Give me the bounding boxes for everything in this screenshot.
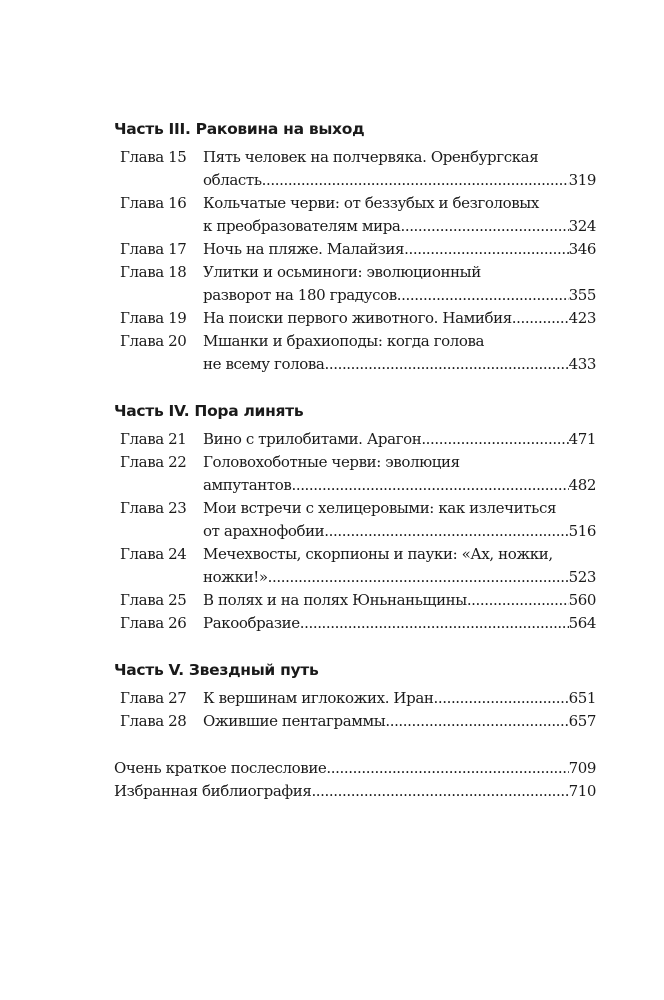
chapter-label: Глава 24 — [120, 545, 187, 563]
chapter-body — [203, 451, 596, 497]
chapter-entry — [114, 710, 596, 733]
dot-leader — [300, 612, 569, 635]
toc-part-section — [114, 400, 596, 635]
chapter-title-last-line — [203, 474, 596, 497]
entry-title: Избранная библиография — [114, 782, 312, 800]
page-number: 516 — [568, 522, 596, 540]
chapter-title-text: Ракообразие — [203, 614, 300, 632]
chapter-title-text: К вершинам иглокожих. Иран — [203, 689, 434, 707]
dot-leader — [291, 474, 568, 497]
chapter-entry — [114, 146, 596, 192]
chapter-body — [203, 710, 596, 733]
chapter-entry — [114, 330, 596, 376]
page-number: 482 — [568, 476, 596, 494]
page-number: 471 — [568, 430, 596, 448]
chapter-title-text: к преобразователям мира — [203, 217, 401, 235]
chapter-title-last-line — [203, 589, 596, 612]
dot-leader — [421, 428, 568, 451]
chapter-title-text: от арахнофобии — [203, 522, 325, 540]
page-number: 355 — [568, 286, 596, 304]
dot-leader — [397, 284, 569, 307]
chapter-title-last-line — [203, 428, 596, 451]
chapter-title-line: Мои встречи с хелицеровыми: как излечиться — [203, 499, 557, 517]
chapter-label: Глава 17 — [120, 240, 187, 258]
dot-leader — [433, 687, 568, 710]
chapter-entry — [114, 589, 596, 612]
chapter-label: Глава 19 — [120, 309, 187, 327]
part-heading: Часть III. Раковина на выход — [114, 120, 365, 138]
dot-leader — [324, 353, 568, 376]
table-of-contents — [114, 118, 596, 803]
chapter-entry — [114, 428, 596, 451]
page-number: 346 — [568, 240, 596, 258]
chapter-title-text: В полях и на полях Юньнаньщины — [203, 591, 467, 609]
chapter-label: Глава 23 — [120, 499, 187, 517]
chapter-title-last-line — [203, 687, 596, 710]
chapter-body — [203, 428, 596, 451]
chapter-entry — [114, 497, 596, 543]
chapter-label: Глава 18 — [120, 263, 187, 281]
chapter-title-line: Пять человек на полчервяка. Оренбургская — [203, 148, 539, 166]
chapter-list — [114, 687, 596, 733]
dot-leader — [268, 566, 569, 589]
chapter-entry — [114, 543, 596, 589]
page-number: 709 — [568, 759, 596, 777]
dot-leader — [324, 520, 568, 543]
page-number: 564 — [568, 614, 596, 632]
chapter-title-text: Ночь на пляже. Малайзия — [203, 240, 405, 258]
chapter-body — [203, 146, 596, 192]
chapter-entry — [114, 261, 596, 307]
chapter-body — [203, 307, 596, 330]
page-number: 560 — [568, 591, 596, 609]
dot-leader — [311, 780, 568, 803]
chapter-title-line: Мшанки и брахиоподы: когда голова — [203, 332, 485, 350]
chapter-title-text: ампутантов — [203, 476, 292, 494]
chapter-body — [203, 238, 596, 261]
chapter-entry — [114, 451, 596, 497]
chapter-entry — [114, 192, 596, 238]
chapter-title-line: Мечехвосты, скорпионы и пауки: «Ах, ножки, — [203, 545, 553, 563]
chapter-label: Глава 16 — [120, 194, 187, 212]
back-matter-list — [114, 757, 596, 803]
chapter-title-last-line — [203, 612, 596, 635]
chapter-body — [203, 612, 596, 635]
chapter-body — [203, 589, 596, 612]
page-number: 324 — [568, 217, 596, 235]
chapter-list — [114, 146, 596, 376]
chapter-title-last-line — [203, 566, 596, 589]
page-number: 710 — [568, 782, 596, 800]
chapter-label: Глава 28 — [120, 712, 187, 730]
page-number: 433 — [568, 355, 596, 373]
toc-part-section — [114, 118, 596, 376]
dot-leader — [512, 307, 569, 330]
chapter-list — [114, 428, 596, 635]
chapter-body — [203, 687, 596, 710]
page-number: 651 — [568, 689, 596, 707]
back-matter-entry — [114, 757, 596, 780]
chapter-body — [203, 261, 596, 307]
page-number: 319 — [568, 171, 596, 189]
chapter-title-text: На поиски первого животного. Намибия — [203, 309, 512, 327]
chapter-body — [203, 330, 596, 376]
chapter-label: Глава 27 — [120, 689, 187, 707]
chapter-title-text: ножки!» — [203, 568, 268, 586]
dot-leader — [400, 215, 568, 238]
chapter-title-text: Вино с трилобитами. Арагон — [203, 430, 422, 448]
chapter-title-last-line — [203, 307, 596, 330]
page-number: 423 — [568, 309, 596, 327]
chapter-title-last-line — [203, 710, 596, 733]
dot-leader — [385, 710, 568, 733]
chapter-title-text: область — [203, 171, 262, 189]
chapter-label: Глава 20 — [120, 332, 187, 350]
part-heading: Часть V. Звездный путь — [114, 661, 319, 679]
chapter-title-line: Кольчатые черви: от беззубых и безголовых — [203, 194, 539, 212]
chapter-label: Глава 22 — [120, 453, 187, 471]
chapter-entry — [114, 307, 596, 330]
chapter-title-last-line — [203, 284, 596, 307]
chapter-title-last-line — [203, 520, 596, 543]
dot-leader — [326, 757, 568, 780]
part-heading: Часть IV. Пора линять — [114, 402, 304, 420]
toc-part-section — [114, 659, 596, 733]
chapter-label: Глава 26 — [120, 614, 187, 632]
chapter-title-last-line — [203, 169, 596, 192]
chapter-title-text: разворот на 180 градусов — [203, 286, 397, 304]
chapter-body — [203, 543, 596, 589]
chapter-body — [203, 192, 596, 238]
back-matter-entry — [114, 780, 596, 803]
dot-leader — [262, 169, 569, 192]
chapter-label: Глава 21 — [120, 430, 187, 448]
chapter-title-text: Ожившие пентаграммы — [203, 712, 386, 730]
entry-title: Очень краткое послесловие — [114, 759, 327, 777]
chapter-body — [203, 497, 596, 543]
chapter-title-line: Улитки и осьминоги: эволюционный — [203, 263, 481, 281]
page-number: 523 — [568, 568, 596, 586]
chapter-label: Глава 15 — [120, 148, 187, 166]
chapter-title-last-line — [203, 353, 596, 376]
page-number: 657 — [568, 712, 596, 730]
chapter-entry — [114, 238, 596, 261]
chapter-title-last-line — [203, 238, 596, 261]
chapter-entry — [114, 612, 596, 635]
chapter-label: Глава 25 — [120, 591, 187, 609]
chapter-title-line: Головохоботные черви: эволюция — [203, 453, 460, 471]
dot-leader — [404, 238, 568, 261]
chapter-entry — [114, 687, 596, 710]
dot-leader — [467, 589, 569, 612]
chapter-title-last-line — [203, 215, 596, 238]
chapter-title-text: не всему голова — [203, 355, 325, 373]
